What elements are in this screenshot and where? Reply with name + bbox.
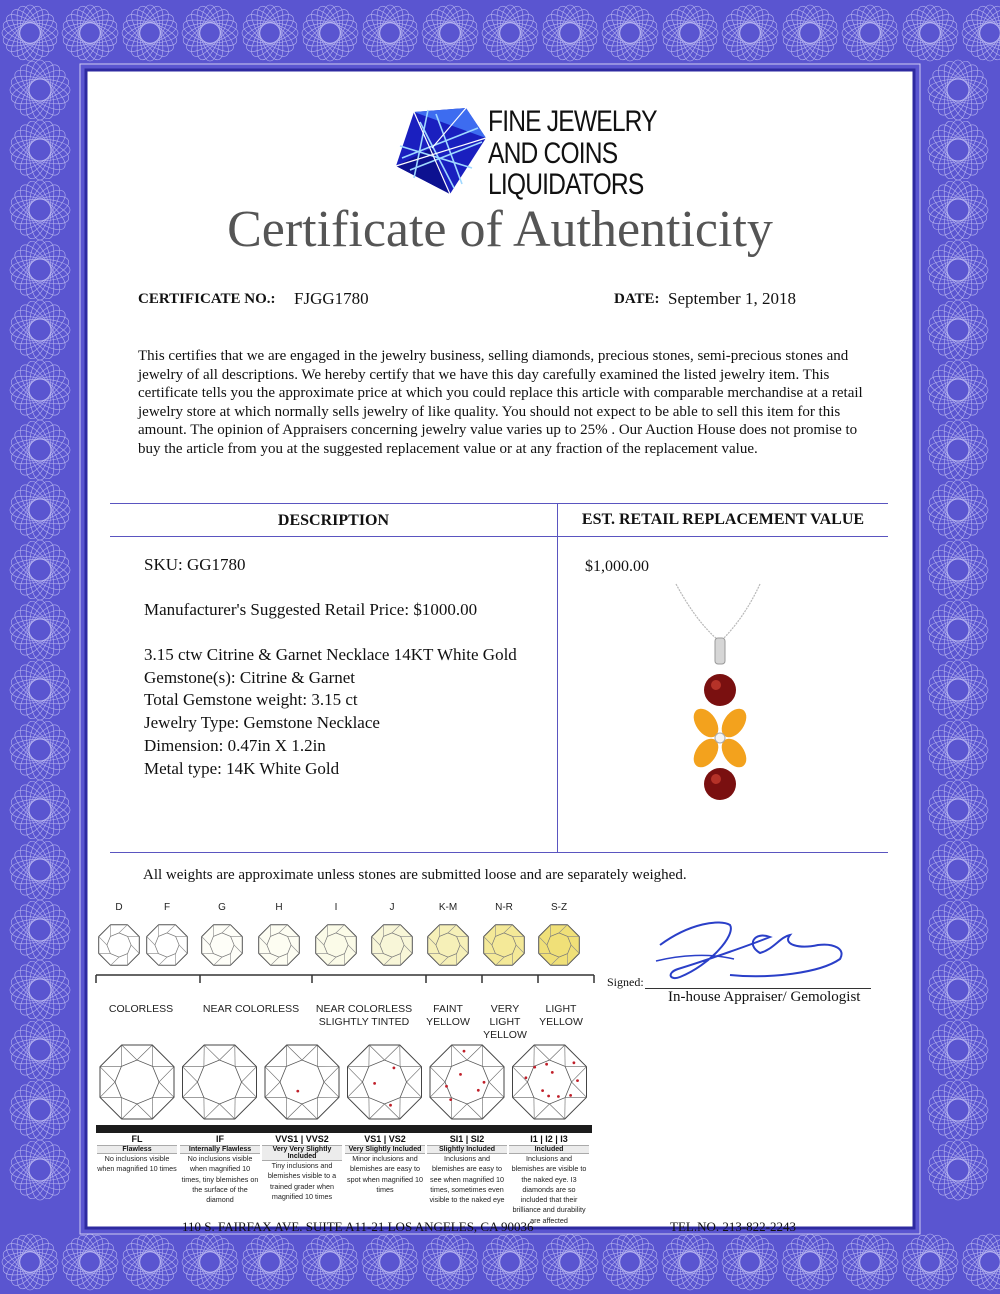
color-grade-label: G: [218, 902, 226, 913]
clarity-diamond: [100, 1045, 174, 1119]
color-category-line: LIGHT: [545, 1003, 577, 1015]
table-top-rule: [110, 503, 888, 504]
clarity-desc: Inclusions and blemishes are easy to see when magnified 10 times, sometimes even visible to the naked eye: [429, 1154, 505, 1205]
color-gem: [147, 925, 188, 966]
clarity-name: Flawless: [122, 1146, 152, 1153]
color-gem-row: [90, 915, 600, 995]
color-category-line: YELLOW: [483, 1029, 527, 1041]
color-category-line: YELLOW: [426, 1016, 470, 1028]
color-gem: [316, 925, 357, 966]
clarity-grade: IF: [216, 1134, 224, 1144]
color-category-line: VERY LIGHT: [489, 1003, 521, 1028]
color-category-line: NEAR COLORLESS: [202, 1003, 300, 1015]
signed-label: Signed:: [607, 975, 644, 989]
color-grade-label: I: [334, 902, 338, 913]
color-gem: [484, 925, 525, 966]
color-gem: [202, 925, 243, 966]
detail-line: Dimension: 0.47in X 1.2in: [144, 735, 326, 755]
clarity-desc: No inclusions visible when magnified 10 times, tiny blemishes on the surface of the diamond: [181, 1154, 259, 1205]
brand-line-1: FINE JEWELRY: [488, 105, 657, 138]
color-gem: [428, 925, 469, 966]
clarity-diamond: [265, 1045, 339, 1119]
clarity-diamond: [513, 1045, 587, 1119]
clarity-desc: No inclusions visible when magnified 10 times: [97, 1154, 177, 1174]
color-grade-label: N-R: [495, 902, 513, 913]
color-category: [196, 1003, 306, 1016]
color-grade-label: J: [389, 902, 395, 913]
certificate-number-label: CERTIFICATE NO.:: [138, 291, 276, 307]
color-category-line: FAINT: [433, 1003, 463, 1015]
detail-line: Jewelry Type: Gemstone Necklace: [144, 713, 380, 733]
color-category-line: NEAR COLORLESS: [315, 1003, 413, 1015]
clarity-grade: VS1 | VS2: [364, 1134, 406, 1144]
clarity-column: [180, 1134, 260, 1205]
description-header: DESCRIPTION: [277, 512, 390, 529]
table-bottom-rule: [110, 852, 888, 853]
clarity-name: Very Very Slightly Included: [272, 1146, 332, 1160]
brand-line-2: AND COINS: [488, 137, 618, 170]
clarity-desc: Tiny inclusions and blemishes visible to a trained grader when magnified 10 times: [267, 1161, 337, 1201]
clarity-name: Slightly Included: [438, 1146, 495, 1153]
clarity-name: Included: [534, 1146, 564, 1153]
color-category: [309, 1003, 419, 1029]
detail-line: Metal type: 14K White Gold: [144, 758, 340, 778]
color-category: [97, 1003, 185, 1016]
color-gem: [372, 925, 413, 966]
clarity-bar: [96, 1125, 592, 1133]
clarity-name: Internally Flawless: [188, 1146, 252, 1153]
gem-icon: [392, 108, 488, 196]
table-divider: [557, 503, 558, 852]
date-label: DATE:: [614, 291, 660, 307]
footer-address: 110 S. FAIRFAX AVE. SUITE A11-21 LOS ANGELES, CA 90036: [182, 1219, 534, 1234]
signature-title: In-house Appraiser/ Gemologist: [668, 989, 861, 1005]
weights-note: All weights are approximate unless stones are submitted loose and are separately weighed.: [143, 867, 687, 883]
clarity-diamond: [430, 1045, 504, 1119]
page-title: Certificate of Authenticity: [227, 201, 773, 258]
sku: SKU: GG1780: [144, 555, 246, 574]
clarity-column: [97, 1134, 177, 1175]
color-category-line: COLORLESS: [108, 1003, 174, 1015]
footer-phone: TEL.NO. 213-822-2243: [670, 1219, 797, 1234]
clarity-diamond-row: [96, 1032, 592, 1126]
clarity-grade: I1 | I2 | I3: [530, 1134, 568, 1144]
msrp: Manufacturer's Suggested Retail Price: $1000.00: [144, 600, 478, 619]
intro-paragraph: This certifies that we are engaged in the jewelry business, selling diamonds, precious stones, semi-precious stones and jewelry of all descriptions. We hereby certify that we have this day carefully examined the listed jewelry item. This certificate tells you the approximate price at which you could replace this article with comparable merchandise at a retail jewelry store at which normally sells jewelry of like quality. You should not expect to be able to sell this item for this amount. The opinion of Appraisers concerning jewelry value varies up to 25% . Our Auction House does not promise to buy the article from you at the suggested replacement value or at any fraction of the replacement value.: [138, 348, 863, 457]
clarity-desc: Minor inclusions and blemishes are easy to spot when magnified 10 times: [347, 1154, 423, 1194]
clarity-name: Very Slightly Included: [348, 1146, 422, 1153]
brand-line-3: LIQUIDATORS: [488, 168, 644, 201]
necklace-image: [660, 580, 780, 830]
color-category-line: YELLOW: [539, 1016, 583, 1028]
color-scale-brackets: [96, 975, 594, 983]
clarity-column: [427, 1134, 507, 1205]
color-category-line: SLIGHTLY TINTED: [318, 1016, 410, 1028]
color-gem: [539, 925, 580, 966]
clarity-diamond: [183, 1045, 257, 1119]
detail-line: 3.15 ctw Citrine & Garnet Necklace 14KT White Gold: [144, 645, 517, 664]
clarity-grade: SI1 | SI2: [449, 1134, 485, 1144]
color-grade-label: K-M: [438, 902, 458, 913]
color-category: [423, 1003, 473, 1029]
color-gem: [259, 925, 300, 966]
color-category: [537, 1003, 585, 1029]
table-header-rule: [110, 536, 888, 537]
clarity-column: [509, 1134, 589, 1226]
value-header: EST. RETAIL REPLACEMENT VALUE: [581, 511, 865, 528]
clarity-diamond: [348, 1045, 422, 1119]
clarity-grade: VVS1 | VVS2: [275, 1134, 329, 1144]
color-grade-label: H: [275, 902, 283, 913]
color-grade-label: D: [115, 902, 123, 913]
clarity-column: [262, 1134, 342, 1202]
clarity-grade: FL: [131, 1134, 143, 1144]
color-grade-label: F: [163, 902, 171, 913]
replacement-value: $1,000.00: [585, 558, 649, 575]
detail-line: Total Gemstone weight: 3.15 ct: [144, 690, 358, 710]
item-details: [144, 644, 517, 780]
clarity-desc: Inclusions and blemishes are visible to the naked eye. I3 diamonds are so included that their brilliance and durability are affected: [511, 1154, 587, 1225]
signature-image: [650, 915, 865, 985]
color-grade-label: S-Z: [550, 902, 568, 913]
detail-line: Gemstone(s): Citrine & Garnet: [144, 667, 356, 687]
certificate-date: September 1, 2018: [668, 289, 796, 308]
clarity-column: [345, 1134, 425, 1195]
certificate-number: FJGG1780: [294, 289, 369, 308]
color-gem: [99, 925, 140, 966]
